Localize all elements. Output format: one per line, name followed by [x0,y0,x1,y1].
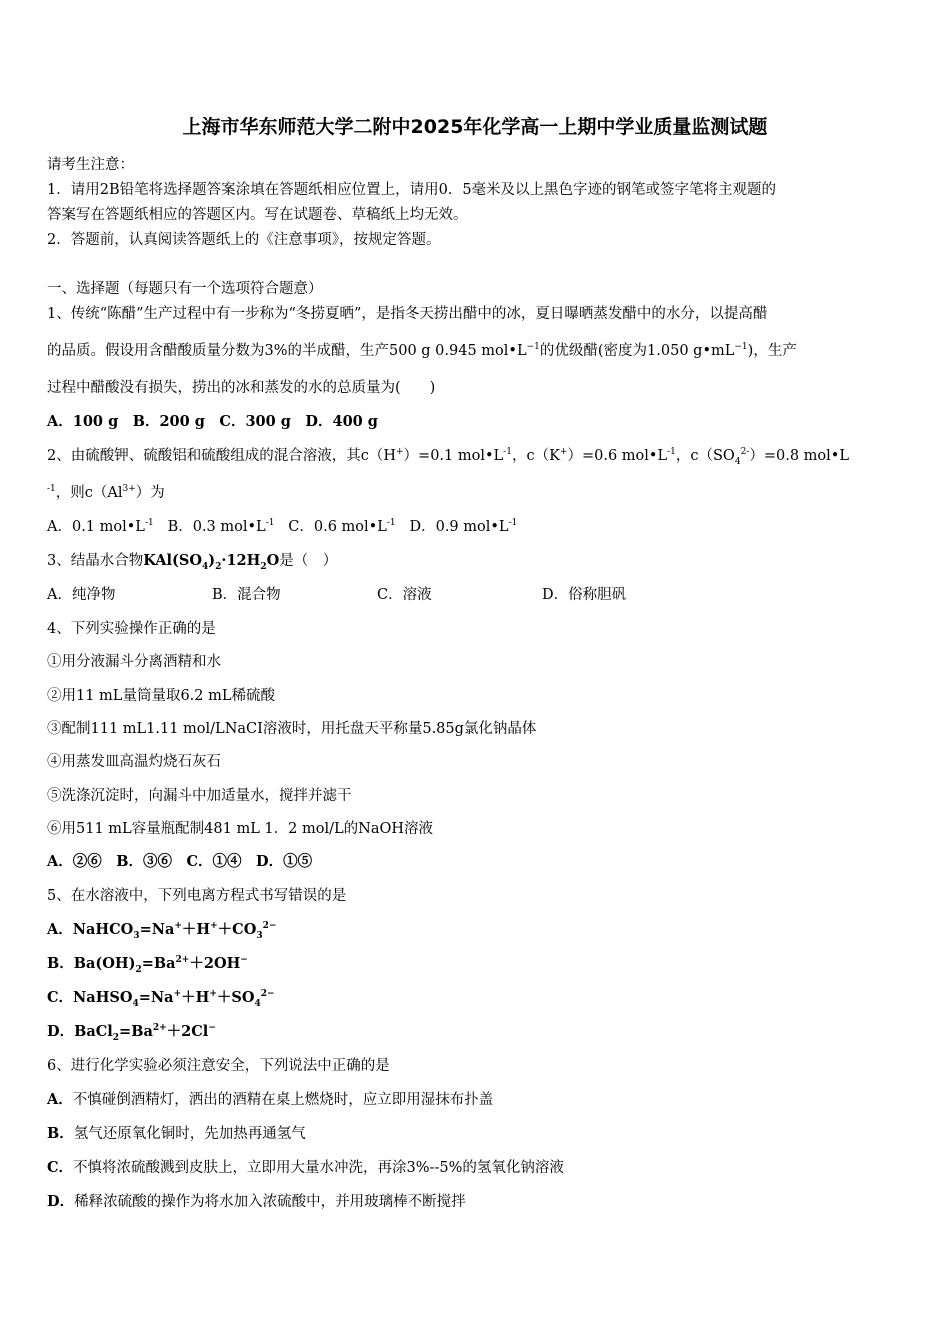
q2-line-2: $^{-1}$，则$c(Al^{3+})$为 [47,484,165,501]
notice-heading: 请考生注意： [47,157,134,173]
q4-stem: 4、下列实验操作正确的是 [47,621,216,637]
q2-option-b: B．0.3 $mol•L^{-1}$ [167,518,275,535]
q3-option-b: B．混合物 [212,587,281,603]
q2-option-a: A．0.1 $mol•L^{-1}$ [47,518,154,535]
q1-line-2: 的品质。假设用含醋酸质量分数为3%的半成醋，生产500 g 0.945 $mol•L^{-1}$的优级醋(密度为1.050 $g•mL^{-1}$)，生产 [47,342,797,359]
q1-line-3: 过程中醋酸没有损失，捞出的冰和蒸发的水的总质量为( ) [47,380,436,396]
q4-item-1: ①用分液漏斗分离酒精和水 [47,654,221,670]
q6-option-c: C．不慎将浓硫酸溅到皮肤上，立即用大量水冲洗，再涂3%--5%的氢氧化钠溶液 [47,1159,564,1176]
exam-title: 上海市华东师范大学二附中2025年化学高一上期中学业质量监测试题 [182,116,768,138]
q6-option-d: D．稀释浓硫酸的操作为将水加入浓硫酸中，并用玻璃棒不断搅拌 [47,1193,466,1210]
q1-options: A．100 g B．200 g C．300 g D．400 g [47,413,378,430]
q2-option-c: C．0.6 $mol•L^{-1}$ [288,518,396,535]
q5-stem: 5、在水溶液中，下列电离方程式书写错误的是 [47,888,347,904]
q4-item-2: ②用11 mL量筒量取6.2 mL稀硫酸 [47,688,275,704]
notice-item-2: 2．答题前，认真阅读答题纸上的《注意事项》，按规定答题。 [47,232,441,248]
q3-option-c: C．溶液 [377,587,432,603]
q4-options: A．②⑥ B．③⑥ C．①④ D．①⑤ [47,853,313,870]
q1-line-1: 1、传统“陈醋”生产过程中有一步称为“冬捞夏晒”，是指冬天捞出醋中的冰，夏日曝晒蒸发醋中的水分，以提高醋 [47,306,768,322]
section-heading: 一、选择题（每题只有一个选项符合题意） [47,281,323,297]
q3-option-d: D．俗称胆矾 [542,587,627,603]
q4-item-6: ⑥用511 mL容量瓶配制481 mL 1．2 mol/L的NaOH溶液 [47,821,433,837]
notice-item-1b: 答案写在答题纸相应的答题区内。写在试题卷、草稿纸上均无效。 [47,207,468,223]
q4-item-5: ⑤洗涤沉淀时，向漏斗中加适量水，搅拌并滤干 [47,788,352,804]
q6-option-b: B．氢气还原氧化铜时，先加热再通氢气 [47,1125,306,1142]
q5-option-d: D．$BaCl_2=Ba^{2+}+2Cl^-$ [47,1023,216,1043]
q2-option-d: D．0.9 $mol•L^{-1}$ [409,518,518,535]
q3-option-a: A．纯净物 [47,587,116,603]
q5-option-b: B．$Ba(OH)_2=Ba^{2+}+2OH^-$ [47,955,248,975]
q4-item-3: ③配制111 mL1.11 mol/LNaCI溶液时，用托盘天平称量5.85g氯化钠晶体 [47,721,537,737]
q2-options [47,515,517,536]
q6-option-a: A．不慎碰倒酒精灯，洒出的酒精在桌上燃烧时，应立即用湿抹布扑盖 [47,1091,494,1108]
q5-option-c: C．$NaHSO_4=Na^++H^++SO_4^{2-}$ [47,989,275,1009]
q2-line-1: 2、由硫酸钾、硫酸铝和硫酸组成的混合溶液，其c（H+）=0.1 $mol•L^{-1}$，c（K+）=0.6 $mol•L^{-1}$，$c(SO_4^{2-})=0.8$ mol•L [47,447,849,467]
q5-option-a: A．$NaHCO_3=Na^++H^++CO_3^{2-}$ [47,921,277,941]
q3-stem: 3、结晶水合物$KAl(SO_4)_2\cdot 12H_2O$是（ ） [47,552,338,572]
q6-stem: 6、进行化学实验必须注意安全，下列说法中正确的是 [47,1058,390,1074]
q4-item-4: ④用蒸发皿高温灼烧石灰石 [47,754,221,770]
notice-item-1a: 1．请用2B铅笔将选择题答案涂填在答题纸相应位置上，请用0．5毫米及以上黑色字迹的钢笔或签字笔将主观题的 [47,182,777,198]
